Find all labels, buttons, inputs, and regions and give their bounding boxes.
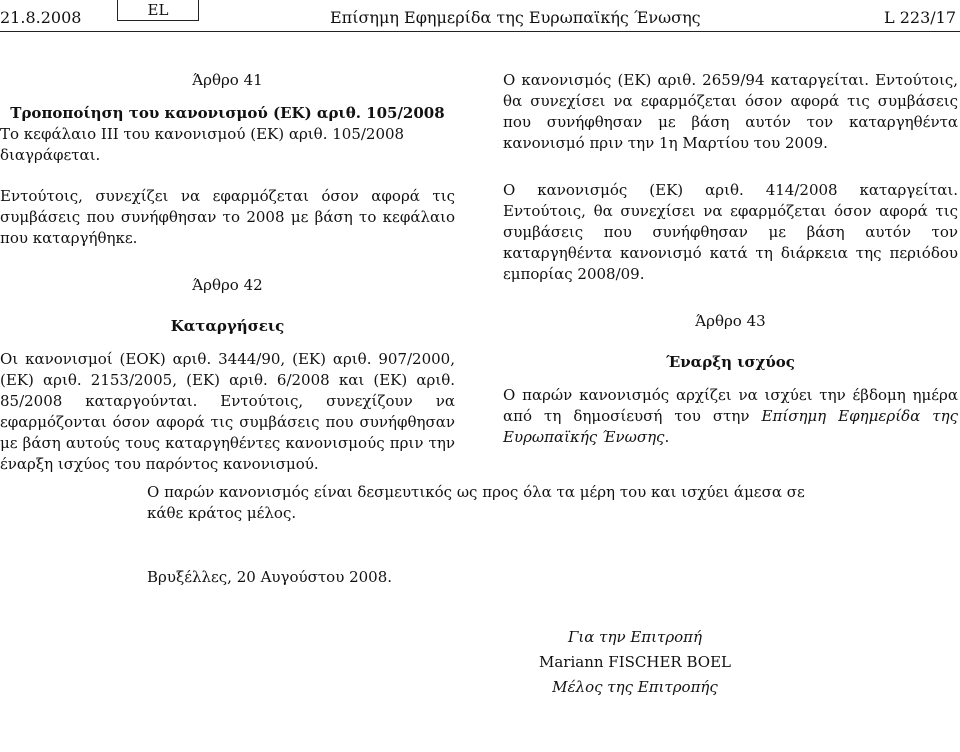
place-and-date: Βρυξέλλες, 20 Αυγούστου 2008.: [147, 568, 393, 586]
header-date: 21.8.2008: [0, 8, 82, 27]
article-43-label: Άρθρο 43: [695, 312, 766, 330]
article-42-title: Καταργήσεις: [170, 317, 285, 335]
right-paragraph-1: Ο κανονισμός (ΕΚ) αριθ. 2659/94 καταργείται. Εντούτοις, θα συνεχίσει να εφαρμόζεται όσον αφορά τις συμβάσεις που συνήφθησαν με βάση αυτόν τον καταργηθέντα κανονισμό πριν την 1η Μαρτίου του 2009.: [503, 71, 958, 152]
page-header: [0, 0, 960, 34]
article-43-text-start: Ο παρών κανονισμός αρχίζει να ισχύει την έβδομη ημέρα από τη δημοσίευσή του στην: [503, 386, 958, 425]
article-41-paragraph-1: Το κεφάλαιο ΙΙΙ του κανονισμού (ΕΚ) αριθ. 105/2008 διαγράφεται.: [0, 125, 405, 164]
signature-for-label: Για την Επιτροπή: [567, 628, 703, 646]
header-divider: [0, 31, 960, 32]
article-43-title: Έναρξη ισχύος: [666, 353, 795, 371]
article-41-title: Τροποποίηση του κανονισμού (ΕΚ) αριθ. 105/2008: [10, 104, 445, 122]
article-43-journal-name: Επίσημη Εφημερίδα της Ευρωπαϊκής Ένωσης: [503, 407, 958, 446]
header-language-box: EL: [117, 0, 199, 21]
article-42-paragraph-1: Οι κανονισμοί (ΕΟΚ) αριθ. 3444/90, (ΕΚ) αριθ. 907/2000, (ΕΚ) αριθ. 2153/2005, (ΕΚ) αριθ. 6/2008 και (ΕΚ) αριθ. 85/2008 καταργούνται. Εντούτοις, συνεχίζουν να εφαρμόζονται όσον αφορά τις συμβάσεις που συνήφθησαν με βάση αυτούς τους καταργηθέντες κανονισμούς πριν την έναρξη ισχύος του παρόντος κανονισμού.: [0, 350, 455, 473]
header-journal-title: Επίσημη Εφημερίδα της Ευρωπαϊκής Ένωσης: [330, 8, 701, 27]
header-page-number: L 223/17: [884, 8, 956, 27]
signature-block: [520, 625, 750, 700]
article-43-paragraph-1: [503, 385, 958, 448]
right-paragraph-2: Ο κανονισμός (ΕΚ) αριθ. 414/2008 καταργείται. Εντούτοις, θα συνεχίσει να εφαρμόζεται όσον αφορά τις συμβάσεις που συνήφθησαν με βάση αυτόν τον καταργηθέντα κανονισμό κατά τη διάρκεια της περιόδου εμπορίας 2008/09.: [503, 181, 958, 283]
signatory-role: Μέλος της Επιτροπής: [552, 678, 718, 696]
left-column: [0, 70, 455, 475]
signatory-name: Mariann FISCHER BOEL: [539, 653, 731, 671]
article-41-label: Άρθρο 41: [192, 71, 263, 89]
closing-statement: Ο παρών κανονισμός είναι δεσμευτικός ως προς όλα τα μέρη του και ισχύει άμεσα σε κάθε κράτος μέλος.: [147, 483, 805, 522]
article-42-label: Άρθρο 42: [192, 276, 263, 294]
article-41-paragraph-2: Εντούτοις, συνεχίζει να εφαρμόζεται όσον αφορά τις συμβάσεις που συνήφθησαν το 2008 με βάση το κεφάλαιο που καταργήθηκε.: [0, 187, 455, 247]
right-column: [503, 70, 958, 448]
article-43-text-end: .: [664, 428, 670, 446]
